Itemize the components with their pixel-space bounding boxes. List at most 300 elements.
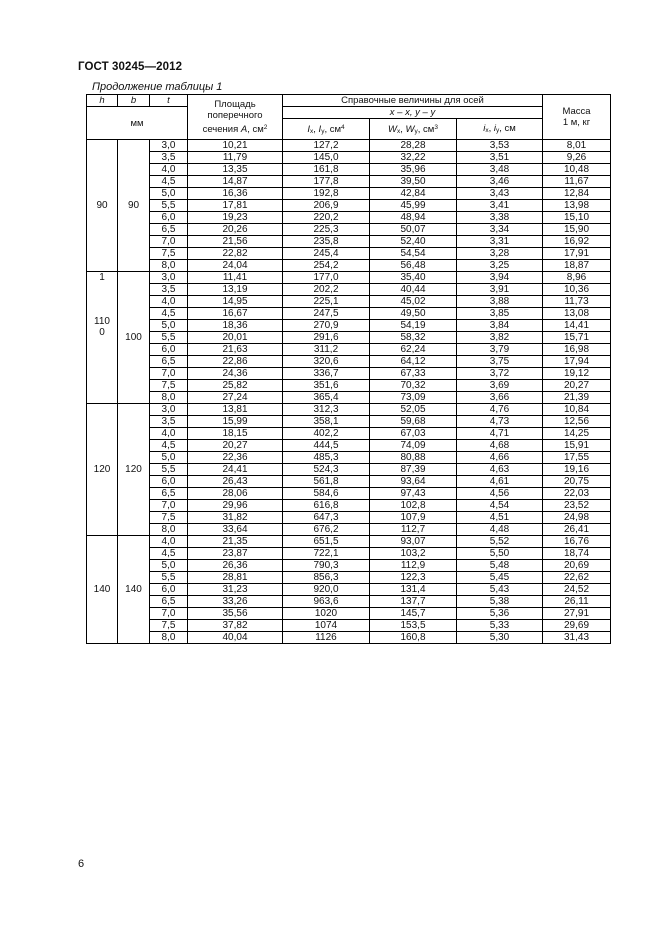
mass-cell: 31,43 [543,632,611,644]
inertia-unit: , см [324,123,341,135]
modulus-cell: 48,94 [370,212,457,224]
mass-cell: 15,10 [543,212,611,224]
thickness-cell: 4,5 [150,308,188,320]
group-b-cell: 140 [118,536,150,644]
mass-cell: 17,55 [543,452,611,464]
table-row [87,272,611,284]
area-cell: 23,87 [188,548,283,560]
modulus-cell: 145,7 [370,608,457,620]
table-caption: Продолжение таблицы 1 [92,81,223,93]
thickness-cell: 6,5 [150,488,188,500]
area-cell: 33,64 [188,524,283,536]
table-row [87,596,611,608]
thickness-cell: 4,5 [150,440,188,452]
table-row [87,488,611,500]
modulus-cell: 52,05 [370,404,457,416]
radius-cell: 4,71 [457,428,543,440]
thickness-cell: 6,5 [150,596,188,608]
inertia-sub-y: y [321,127,325,135]
modulus-separator: , [400,123,406,135]
radius-cell: 5,38 [457,596,543,608]
area-label-line3: сечения [202,123,239,135]
mass-cell: 26,11 [543,596,611,608]
modulus-cell: 93,07 [370,536,457,548]
radius-cell: 4,73 [457,416,543,428]
area-cell: 31,82 [188,512,283,524]
modulus-cell: 67,33 [370,368,457,380]
inertia-cell: 245,4 [283,248,370,260]
radius-cell: 3,85 [457,308,543,320]
radius-cell: 3,53 [457,140,543,152]
table-row [87,140,611,152]
modulus-cell: 32,22 [370,152,457,164]
modulus-unit: , см [417,123,435,135]
radius-cell: 3,94 [457,272,543,284]
mass-cell: 15,90 [543,224,611,236]
mass-cell: 10,84 [543,404,611,416]
thickness-cell: 7,0 [150,236,188,248]
thickness-cell: 3,0 [150,272,188,284]
area-cell: 19,23 [188,212,283,224]
thickness-cell: 3,5 [150,152,188,164]
mass-cell: 16,92 [543,236,611,248]
inertia-cell: 177,0 [283,272,370,284]
group-h-part-mid: 110 [94,316,110,327]
radius-cell: 4,48 [457,524,543,536]
inertia-cell: 358,1 [283,416,370,428]
thickness-cell: 7,5 [150,380,188,392]
modulus-cell: 73,09 [370,392,457,404]
area-label-line1: Площадь [214,98,256,110]
area-unit-power: 2 [263,123,268,131]
radius-cell: 3,69 [457,380,543,392]
area-unit: , см [247,123,264,135]
table-row [87,440,611,452]
section-modulus-header [370,119,457,140]
radius-cell: 4,66 [457,452,543,464]
mass-cell: 21,39 [543,392,611,404]
thickness-cell: 7,5 [150,620,188,632]
radius-cell: 3,91 [457,284,543,296]
radius-of-gyration-header [457,119,543,140]
radius-cell: 5,52 [457,536,543,548]
inertia-cell: 225,1 [283,296,370,308]
group-h-cell: 90 [87,140,118,272]
modulus-cell: 52,40 [370,236,457,248]
mass-cell: 24,98 [543,512,611,524]
inertia-cell: 1074 [283,620,370,632]
mass-cell: 27,91 [543,608,611,620]
thickness-cell: 6,0 [150,212,188,224]
table-row [87,452,611,464]
table-row [87,632,611,644]
thickness-cell: 3,0 [150,140,188,152]
area-cell: 27,24 [188,392,283,404]
table-row [87,356,611,368]
mass-cell: 20,69 [543,560,611,572]
inertia-symbol-x: I [307,123,311,135]
group-h-part-bottom: 0 [99,327,105,338]
radius-cell: 3,82 [457,332,543,344]
group-b-cell: 100 [118,272,150,404]
table-row [87,260,611,272]
mass-cell: 14,41 [543,320,611,332]
area-cell: 20,01 [188,332,283,344]
thickness-cell: 7,5 [150,248,188,260]
thickness-cell: 4,5 [150,548,188,560]
thickness-cell: 5,5 [150,332,188,344]
area-cell: 21,35 [188,536,283,548]
area-cell: 22,82 [188,248,283,260]
radius-separator: , [488,122,494,134]
inertia-cell: 616,8 [283,500,370,512]
area-cell: 18,36 [188,320,283,332]
document-title: ГОСТ 30245—2012 [78,61,183,73]
table-row [87,524,611,536]
inertia-cell: 161,8 [283,164,370,176]
area-cell: 28,81 [188,572,283,584]
modulus-cell: 153,5 [370,620,457,632]
modulus-cell: 137,7 [370,596,457,608]
table-row [87,284,611,296]
table-row [87,368,611,380]
modulus-cell: 58,32 [370,332,457,344]
thickness-cell: 7,5 [150,512,188,524]
radius-sub-y: y [495,126,500,134]
table-row [87,536,611,548]
mass-cell: 19,16 [543,464,611,476]
thickness-cell: 5,5 [150,572,188,584]
inertia-cell: 336,7 [283,368,370,380]
thickness-cell: 5,5 [150,464,188,476]
thickness-cell: 5,0 [150,560,188,572]
modulus-cell: 93,64 [370,476,457,488]
inertia-cell: 856,3 [283,572,370,584]
thickness-cell: 4,0 [150,428,188,440]
inertia-cell: 177,8 [283,176,370,188]
area-cell: 24,41 [188,464,283,476]
table-row [87,428,611,440]
thickness-cell: 6,5 [150,224,188,236]
radius-cell: 4,76 [457,404,543,416]
radius-cell: 3,28 [457,248,543,260]
mass-cell: 20,27 [543,380,611,392]
table-row [87,188,611,200]
header-row-1 [87,95,611,107]
modulus-cell: 74,09 [370,440,457,452]
table-row [87,512,611,524]
inertia-cell: 311,2 [283,344,370,356]
radius-cell: 3,46 [457,176,543,188]
thickness-cell: 4,0 [150,296,188,308]
radius-cell: 3,34 [457,224,543,236]
table-row [87,308,611,320]
group-b-cell: 120 [118,404,150,536]
area-cell: 15,99 [188,416,283,428]
inertia-cell: 584,6 [283,488,370,500]
mass-cell: 16,76 [543,536,611,548]
table-row [87,572,611,584]
mass-cell: 8,01 [543,140,611,152]
table-row [87,164,611,176]
area-header [188,95,283,140]
inertia-cell: 320,6 [283,356,370,368]
table-row [87,608,611,620]
modulus-cell: 160,8 [370,632,457,644]
mass-cell: 12,84 [543,188,611,200]
modulus-cell: 102,8 [370,500,457,512]
col-h-header: h [87,95,118,107]
table-row [87,320,611,332]
table-row [87,584,611,596]
modulus-cell: 45,02 [370,296,457,308]
modulus-cell: 56,48 [370,260,457,272]
radius-cell: 3,38 [457,212,543,224]
modulus-symbol-x: W [388,123,398,135]
area-cell: 24,36 [188,368,283,380]
inertia-cell: 235,8 [283,236,370,248]
area-cell: 16,67 [188,308,283,320]
mass-cell: 12,56 [543,416,611,428]
inertia-cell: 225,3 [283,224,370,236]
table-row [87,560,611,572]
modulus-cell: 107,9 [370,512,457,524]
inertia-cell: 647,3 [283,512,370,524]
group-h-cell: 140 [87,536,118,644]
modulus-cell: 39,50 [370,176,457,188]
thickness-cell: 3,5 [150,416,188,428]
table-row [87,176,611,188]
area-cell: 10,21 [188,140,283,152]
inertia-cell: 312,3 [283,404,370,416]
modulus-cell: 131,4 [370,584,457,596]
mass-cell: 11,67 [543,176,611,188]
inertia-cell: 1020 [283,608,370,620]
profile-table [86,94,611,644]
modulus-cell: 112,9 [370,560,457,572]
mass-cell: 9,26 [543,152,611,164]
radius-cell: 3,41 [457,200,543,212]
radius-cell: 3,84 [457,320,543,332]
table-row [87,248,611,260]
modulus-cell: 59,68 [370,416,457,428]
radius-symbol-y: i [493,122,496,134]
inertia-cell: 220,2 [283,212,370,224]
inertia-cell: 444,5 [283,440,370,452]
mass-cell: 22,62 [543,572,611,584]
inertia-cell: 206,9 [283,200,370,212]
mass-cell: 13,08 [543,308,611,320]
group-h-cell [87,272,118,404]
radius-cell: 4,54 [457,500,543,512]
radius-cell: 3,31 [457,236,543,248]
mass-cell: 26,41 [543,524,611,536]
mass-cell: 10,48 [543,164,611,176]
radius-cell: 4,68 [457,440,543,452]
area-cell: 18,15 [188,428,283,440]
table-row [87,476,611,488]
inertia-cell: 790,3 [283,560,370,572]
page-number: 6 [78,858,85,870]
inertia-cell: 402,2 [283,428,370,440]
thickness-cell: 8,0 [150,632,188,644]
modulus-cell: 70,32 [370,380,457,392]
thickness-cell: 8,0 [150,260,188,272]
inertia-header [283,119,370,140]
table-row [87,212,611,224]
radius-cell: 4,63 [457,464,543,476]
radius-cell: 5,30 [457,632,543,644]
modulus-cell: 54,54 [370,248,457,260]
area-cell: 16,36 [188,188,283,200]
modulus-cell: 45,99 [370,200,457,212]
thickness-cell: 4,0 [150,164,188,176]
area-cell: 11,41 [188,272,283,284]
area-cell: 13,19 [188,284,283,296]
table-row [87,152,611,164]
thickness-cell: 8,0 [150,392,188,404]
modulus-cell: 64,12 [370,356,457,368]
radius-cell: 4,61 [457,476,543,488]
header-row-2 [87,107,611,119]
table-body [87,140,611,644]
mass-cell: 14,25 [543,428,611,440]
modulus-cell: 62,24 [370,344,457,356]
area-cell: 24,04 [188,260,283,272]
modulus-cell: 103,2 [370,548,457,560]
modulus-cell: 80,88 [370,452,457,464]
modulus-cell: 35,40 [370,272,457,284]
area-cell: 22,36 [188,452,283,464]
inertia-cell: 351,6 [283,380,370,392]
axes-header: x – x, y – y [283,107,543,119]
thickness-cell: 6,0 [150,584,188,596]
table-row [87,332,611,344]
area-cell: 25,82 [188,380,283,392]
thickness-cell: 6,0 [150,344,188,356]
mass-cell: 29,69 [543,620,611,632]
reference-values-header: Справочные величины для осей [283,95,543,107]
inertia-separator: , [313,123,319,135]
modulus-cell: 50,07 [370,224,457,236]
mass-cell: 19,12 [543,368,611,380]
radius-cell: 5,33 [457,620,543,632]
area-cell: 14,95 [188,296,283,308]
table-row [87,224,611,236]
mass-cell: 17,91 [543,248,611,260]
modulus-cell: 87,39 [370,464,457,476]
inertia-cell: 145,0 [283,152,370,164]
area-cell: 37,82 [188,620,283,632]
modulus-cell: 49,50 [370,308,457,320]
area-cell: 11,79 [188,152,283,164]
area-cell: 13,81 [188,404,283,416]
area-cell: 21,56 [188,236,283,248]
modulus-cell: 54,19 [370,320,457,332]
inertia-cell: 192,8 [283,188,370,200]
thickness-cell: 5,0 [150,320,188,332]
inertia-sub-x: x [310,127,314,135]
mass-header [543,95,611,140]
area-cell: 40,04 [188,632,283,644]
area-cell: 28,06 [188,488,283,500]
radius-cell: 3,25 [457,260,543,272]
radius-cell: 5,50 [457,548,543,560]
area-cell: 21,63 [188,344,283,356]
area-symbol: A [240,123,248,135]
modulus-cell: 67,03 [370,428,457,440]
table-row [87,548,611,560]
area-cell: 26,43 [188,476,283,488]
radius-cell: 3,43 [457,188,543,200]
table-row [87,200,611,212]
inertia-cell: 722,1 [283,548,370,560]
modulus-cell: 28,28 [370,140,457,152]
radius-cell: 4,51 [457,512,543,524]
inertia-cell: 676,2 [283,524,370,536]
table-row [87,344,611,356]
thickness-cell: 5,5 [150,200,188,212]
modulus-cell: 112,7 [370,524,457,536]
table-row [87,500,611,512]
thickness-cell: 8,0 [150,524,188,536]
thickness-cell: 7,0 [150,500,188,512]
inertia-cell: 291,6 [283,332,370,344]
table-row [87,416,611,428]
inertia-unit-power: 4 [341,123,345,131]
modulus-sub-y: y [414,127,418,135]
modulus-unit-power: 3 [434,123,438,131]
radius-sub-x: x [485,126,489,134]
area-cell: 29,96 [188,500,283,512]
thickness-cell: 4,5 [150,176,188,188]
mass-cell: 18,74 [543,548,611,560]
group-h-cell: 120 [87,404,118,536]
area-cell: 13,35 [188,164,283,176]
mass-cell: 17,94 [543,356,611,368]
inertia-cell: 485,3 [283,452,370,464]
radius-cell: 3,75 [457,356,543,368]
thickness-cell: 6,5 [150,356,188,368]
thickness-cell: 4,0 [150,536,188,548]
inertia-cell: 963,6 [283,596,370,608]
table-row [87,392,611,404]
modulus-cell: 35,96 [370,164,457,176]
radius-cell: 5,43 [457,584,543,596]
inertia-cell: 270,9 [283,320,370,332]
area-cell: 22,86 [188,356,283,368]
modulus-cell: 97,43 [370,488,457,500]
radius-cell: 5,45 [457,572,543,584]
col-t-header: t [150,95,188,107]
radius-cell: 3,66 [457,392,543,404]
radius-unit: , см [499,122,516,134]
area-cell: 31,23 [188,584,283,596]
mass-cell: 15,71 [543,332,611,344]
mass-cell: 18,87 [543,260,611,272]
radius-cell: 3,72 [457,368,543,380]
inertia-cell: 651,5 [283,536,370,548]
modulus-cell: 42,84 [370,188,457,200]
modulus-cell: 40,44 [370,284,457,296]
area-cell: 26,36 [188,560,283,572]
radius-cell: 3,88 [457,296,543,308]
mass-cell: 23,52 [543,500,611,512]
mass-cell: 13,98 [543,200,611,212]
radius-cell: 4,56 [457,488,543,500]
area-cell: 17,81 [188,200,283,212]
inertia-cell: 127,2 [283,140,370,152]
